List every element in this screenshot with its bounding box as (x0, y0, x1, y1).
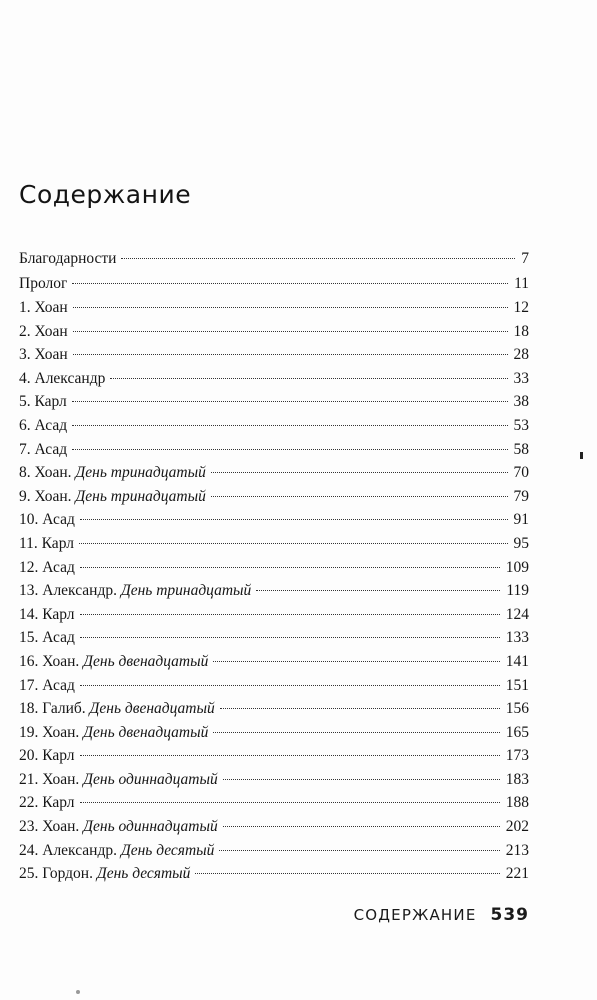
dot-leader (80, 685, 500, 686)
toc-entry-page-number: 156 (505, 700, 529, 718)
toc-entry[interactable] (19, 438, 529, 462)
dot-leader (223, 779, 500, 780)
toc-entry[interactable] (19, 791, 529, 815)
toc-entry-chapter: 2. Хоан (19, 322, 68, 340)
toc-entry[interactable] (19, 390, 529, 414)
toc-entry-chapter: 24. Александр. (19, 841, 117, 859)
dot-leader (80, 637, 500, 638)
toc-entry-chapter: 22. Карл (19, 794, 75, 812)
toc-entry-title (19, 367, 105, 391)
toc-entry-page-number: 7 (521, 250, 529, 267)
dot-leader (73, 331, 508, 332)
toc-entry-page-number: 58 (513, 440, 529, 458)
toc-entry-chapter: 3. Хоан (19, 346, 68, 364)
toc-entry-page-number: 141 (505, 652, 529, 670)
dot-leader (80, 519, 508, 520)
dot-leader (211, 496, 508, 497)
toc-entry-title (19, 414, 67, 438)
toc-entry-chapter: 5. Карл (19, 393, 67, 411)
toc-entry-chapter: 13. Александр. (19, 582, 117, 600)
toc-entry-chapter: 15. Асад (19, 629, 75, 647)
toc-entry-chapter: 19. Хоан. (19, 723, 80, 741)
toc-entry-page-number: 202 (505, 818, 529, 836)
toc-entry-title (19, 626, 75, 650)
toc-entry-chapter: 10. Асад (19, 511, 75, 529)
toc-entry-page-number: 95 (513, 534, 529, 552)
toc-entry-chapter: 20. Карл (19, 747, 75, 765)
toc-entry-subtitle: День десятый (96, 865, 191, 883)
toc-entry-title (19, 697, 215, 721)
toc-entry-page-number: 151 (505, 676, 529, 694)
dot-leader (80, 567, 500, 568)
footer-page-number: 539 (490, 905, 529, 925)
toc-entry-title (19, 768, 218, 792)
toc-entry-page-number: 18 (513, 322, 529, 340)
toc-entry[interactable] (19, 461, 529, 485)
toc-entry-subtitle: День тринадцатый (75, 464, 206, 482)
toc-entry-title (19, 791, 75, 815)
dot-leader (73, 354, 508, 355)
toc-entry[interactable] (19, 246, 529, 271)
toc-entry-chapter: 25. Гордон. (19, 865, 93, 883)
toc-entry-subtitle: День двенадцатый (83, 723, 209, 741)
toc-entry[interactable] (19, 650, 529, 674)
toc-entry[interactable] (19, 367, 529, 391)
toc-entry-title (19, 650, 208, 674)
toc-entry[interactable] (19, 271, 529, 296)
dot-leader (219, 850, 499, 851)
toc-entry-page-number: 28 (513, 346, 529, 364)
dot-leader (72, 401, 508, 402)
toc-entry[interactable] (19, 626, 529, 650)
toc-entry-title (19, 271, 67, 296)
running-footer (354, 905, 529, 925)
toc-entry-page-number: 33 (513, 369, 529, 387)
toc-entry[interactable] (19, 343, 529, 367)
toc-entry-page-number: 109 (505, 558, 529, 576)
toc-entry-page-number: 70 (513, 464, 529, 482)
toc-entry[interactable] (19, 579, 529, 603)
toc-entry-page-number: 12 (513, 299, 529, 316)
toc-entry[interactable] (19, 721, 529, 745)
dot-leader (72, 449, 507, 450)
dot-leader (110, 378, 507, 379)
toc-entry-subtitle: День одиннадцатый (83, 770, 218, 788)
toc-entry-chapter: 8. Хоан. (19, 464, 72, 482)
toc-entry[interactable] (19, 815, 529, 839)
toc-entry-title (19, 721, 208, 745)
toc-entry-chapter: 7. Асад (19, 440, 68, 458)
dot-leader (256, 590, 500, 591)
toc-entry-title (19, 246, 116, 271)
dot-leader (80, 614, 500, 615)
toc-entry-chapter: 4. Александр (19, 369, 106, 387)
toc-entry-page-number: 173 (505, 747, 529, 765)
toc-entry[interactable] (19, 768, 529, 792)
toc-entry-page-number: 188 (505, 794, 529, 812)
toc-entry-chapter: 11. Карл (19, 534, 74, 552)
toc-entry-chapter: Пролог (19, 275, 68, 292)
toc-entry-chapter: 21. Хоан. (19, 770, 80, 788)
toc-entry-title (19, 343, 68, 367)
toc-entry-chapter: 17. Асад (19, 676, 75, 694)
toc-entry-subtitle: День двенадцатый (89, 700, 215, 718)
toc-entry-title (19, 485, 206, 509)
dot-leader (72, 283, 508, 284)
toc-entry-page-number: 91 (513, 511, 529, 529)
toc-entry[interactable] (19, 532, 529, 556)
dot-leader (121, 258, 515, 259)
page-edge-mark (580, 452, 583, 459)
toc-entry-page-number: 53 (513, 416, 529, 434)
footer-section-label: СОДЕРЖАНИЕ (353, 906, 477, 924)
toc-entry-chapter: 16. Хоан. (19, 652, 80, 670)
toc-entry-title (19, 603, 75, 627)
toc-entry-page-number: 165 (505, 723, 529, 741)
toc-entry-title (19, 556, 75, 580)
toc-entry[interactable] (19, 485, 529, 509)
dot-leader (80, 755, 500, 756)
dot-leader (211, 472, 508, 473)
toc-entry-page-number: 133 (505, 629, 529, 647)
table-of-contents (19, 246, 529, 886)
dot-leader (79, 543, 508, 544)
dot-leader (80, 802, 500, 803)
toc-entry-chapter: 18. Галиб. (19, 700, 86, 718)
dot-leader (195, 873, 499, 874)
dot-leader (213, 661, 499, 662)
toc-entry-subtitle: День десятый (120, 841, 215, 859)
page-title: Содержание (19, 180, 192, 209)
toc-entry-subtitle: День двенадцатый (83, 652, 209, 670)
dot-leader (73, 307, 508, 308)
dot-leader (213, 732, 499, 733)
toc-entry[interactable] (19, 508, 529, 532)
toc-entry[interactable] (19, 556, 529, 580)
toc-entry-title (19, 508, 75, 532)
toc-entry[interactable] (19, 862, 529, 886)
toc-entry-chapter: 23. Хоан. (19, 818, 80, 836)
toc-entry-title (19, 839, 214, 863)
toc-entry-page-number: 221 (505, 865, 529, 883)
toc-entry-title (19, 461, 206, 485)
toc-entry-page-number: 213 (505, 841, 529, 859)
toc-entry-subtitle: День тринадцатый (75, 487, 206, 505)
toc-entry[interactable] (19, 296, 529, 320)
toc-entry-chapter: Благодарности (19, 250, 117, 267)
toc-entry-page-number: 79 (513, 487, 529, 505)
dot-leader (223, 826, 500, 827)
dot-leader (72, 425, 507, 426)
toc-entry[interactable] (19, 603, 529, 627)
toc-entry-title (19, 744, 75, 768)
toc-entry-title (19, 390, 67, 414)
toc-entry-title (19, 815, 218, 839)
toc-entry-page-number: 38 (513, 393, 529, 411)
toc-entry-chapter: 12. Асад (19, 558, 75, 576)
toc-entry-subtitle: День одиннадцатый (83, 818, 218, 836)
toc-entry[interactable] (19, 674, 529, 698)
toc-entry-chapter: 9. Хоан. (19, 487, 72, 505)
toc-entry-title (19, 320, 68, 344)
toc-entry-title (19, 532, 74, 556)
toc-entry[interactable] (19, 697, 529, 721)
toc-entry[interactable] (19, 839, 529, 863)
toc-entry-page-number: 11 (514, 275, 529, 292)
toc-entry-title (19, 296, 68, 320)
toc-entry-page-number: 119 (506, 582, 529, 600)
toc-entry-chapter: 1. Хоан (19, 299, 68, 316)
toc-entry-title (19, 579, 251, 603)
toc-entry-page-number: 124 (505, 605, 529, 623)
toc-entry-chapter: 6. Асад (19, 416, 68, 434)
toc-entry-title (19, 862, 190, 886)
toc-entry[interactable] (19, 320, 529, 344)
toc-entry-subtitle: День тринадцатый (120, 582, 252, 600)
toc-entry-title (19, 674, 75, 698)
toc-entry[interactable] (19, 414, 529, 438)
toc-entry[interactable] (19, 744, 529, 768)
dot-leader (220, 708, 500, 709)
toc-entry-chapter: 14. Карл (19, 605, 75, 623)
scan-speck (76, 990, 80, 994)
toc-entry-title (19, 438, 67, 462)
toc-entry-page-number: 183 (505, 770, 529, 788)
